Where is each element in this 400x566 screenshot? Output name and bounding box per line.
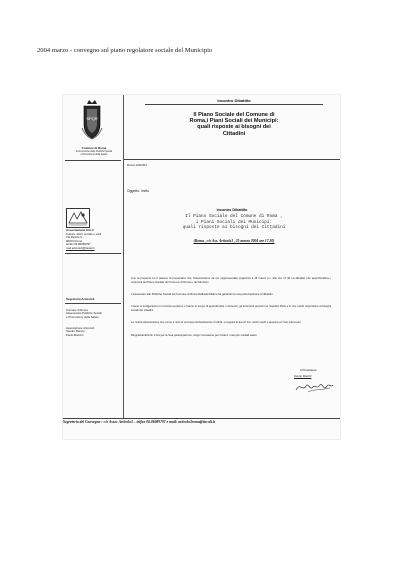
header-label: Incontro Dibattito (217, 98, 251, 103)
event-typed-title (130, 214, 338, 231)
comune-title: Comune di Roma (81, 146, 107, 150)
contact-line: Assessorato Politiche Sociali (66, 311, 102, 316)
header-title (145, 112, 323, 137)
divider (65, 303, 121, 304)
divider (124, 159, 340, 160)
assoc-line: 00100 Roma (66, 238, 83, 243)
association-logo-icon (66, 208, 90, 228)
contact-line: Sandro Marotti (66, 329, 85, 334)
contact-line: Paolo Mazzini (66, 332, 84, 337)
letter-subject: Oggetto: Invito (127, 189, 150, 193)
segreteria-heading: Segreteria Articolo3 (66, 297, 95, 301)
letter-main (124, 95, 340, 418)
handwritten-signature (294, 380, 334, 394)
letter-paragraph: L'Assessore alle Politiche Sociali del Comune di Roma Raffaela Milano ha garantito la sua partecipazione al dibattito. (131, 293, 274, 296)
letter-paragraph: I lavori si svolgeranno in un'unica sessione e hanno lo scopo di approfondire i contenuti, gli strumenti previsti nei rispettivi Piani e in che modo rispondono ai bisogni sociali dei cittadini. (131, 305, 331, 313)
contact-line: Associazione Articolo3 (66, 326, 94, 330)
letter-paragraph: Con la presente ho il piacere di presentarvi che l'Associazione da me rappresentata organizza il 25 marzo p.v. alle ore 17.30 un dibattito che approfondisce i contenuti del Piano Sociale del Comune di Roma e dei Municipi. (131, 277, 331, 285)
signoff: Il Presidente (300, 368, 317, 372)
divider (145, 104, 323, 105)
comune-sub: e Promozione della Salute (80, 154, 108, 156)
contact-line: Comune di Roma (66, 308, 88, 312)
event-info: (Roma , c/o Ass. Articolo3 , 25 marzo 2004 ore 17.30) (193, 239, 275, 243)
signer-name: Sergio Marotti (294, 374, 312, 378)
rome-emblem-icon (81, 100, 103, 140)
svg-text:SPQR: SPQR (86, 116, 98, 121)
letter-header (145, 98, 323, 158)
header-title-line: Cittadini (222, 130, 246, 137)
assoc-line: Via Dipinte 9 - (66, 235, 84, 240)
assoc-line: tel/fax 06 86089797 (66, 242, 91, 247)
contact-line: e Promozione della Salute (66, 314, 99, 319)
typed-line: quali risposte ai bisogni dei Cittadini (182, 225, 286, 231)
typed-line: Il Piano Sociale del Comune di Roma , (185, 214, 283, 219)
divider (63, 418, 340, 419)
assoc-email: mail articolo3@tiscali.it (66, 245, 95, 250)
header-title-line: quali risposte ai bisogni dei (197, 124, 271, 131)
typed-line: i Piani Sociali dei Municipi: (195, 219, 273, 225)
comune-sub: Commissione delle Politiche Sociali (75, 151, 113, 153)
event-title: Incontro Dibattito (216, 208, 248, 212)
letter-paragraph: La nostra Associazione che come è noto si occupa prioritariamente di diritti, si augura di avervi tra i nostri ospiti e auspica un Suo intervento. (131, 321, 302, 324)
divider (65, 160, 121, 161)
assoc-line: Cultura, diritti, sociale e civili (66, 232, 102, 236)
letter-date: Roma 10/03/04 (127, 163, 147, 167)
letter-sidebar (63, 95, 124, 418)
assoc-name: Associazione Arti.3 (66, 228, 94, 232)
header-title-line: Il Piano Sociale del Comune di (193, 112, 275, 118)
letter-footer: Segreteria del Convegno : c/o Assoc Articolo3 – telfax 06.86089797 e mail: articolo3roma@tiscali.it (63, 420, 216, 424)
divider (65, 253, 121, 254)
letter-paragraph: Ringraziandola fin d'ora per la Sua partecipazione, colgo l'occasione per inviarvi i miei più cordiali saluti. (131, 334, 258, 337)
letter-scan (63, 95, 340, 439)
header-title-line: Roma,i Piani Sociali dei Municipi: (189, 118, 279, 125)
page-heading: 2004 marzo - convegno sul piano regolatore sociale del Municipio (37, 47, 213, 54)
